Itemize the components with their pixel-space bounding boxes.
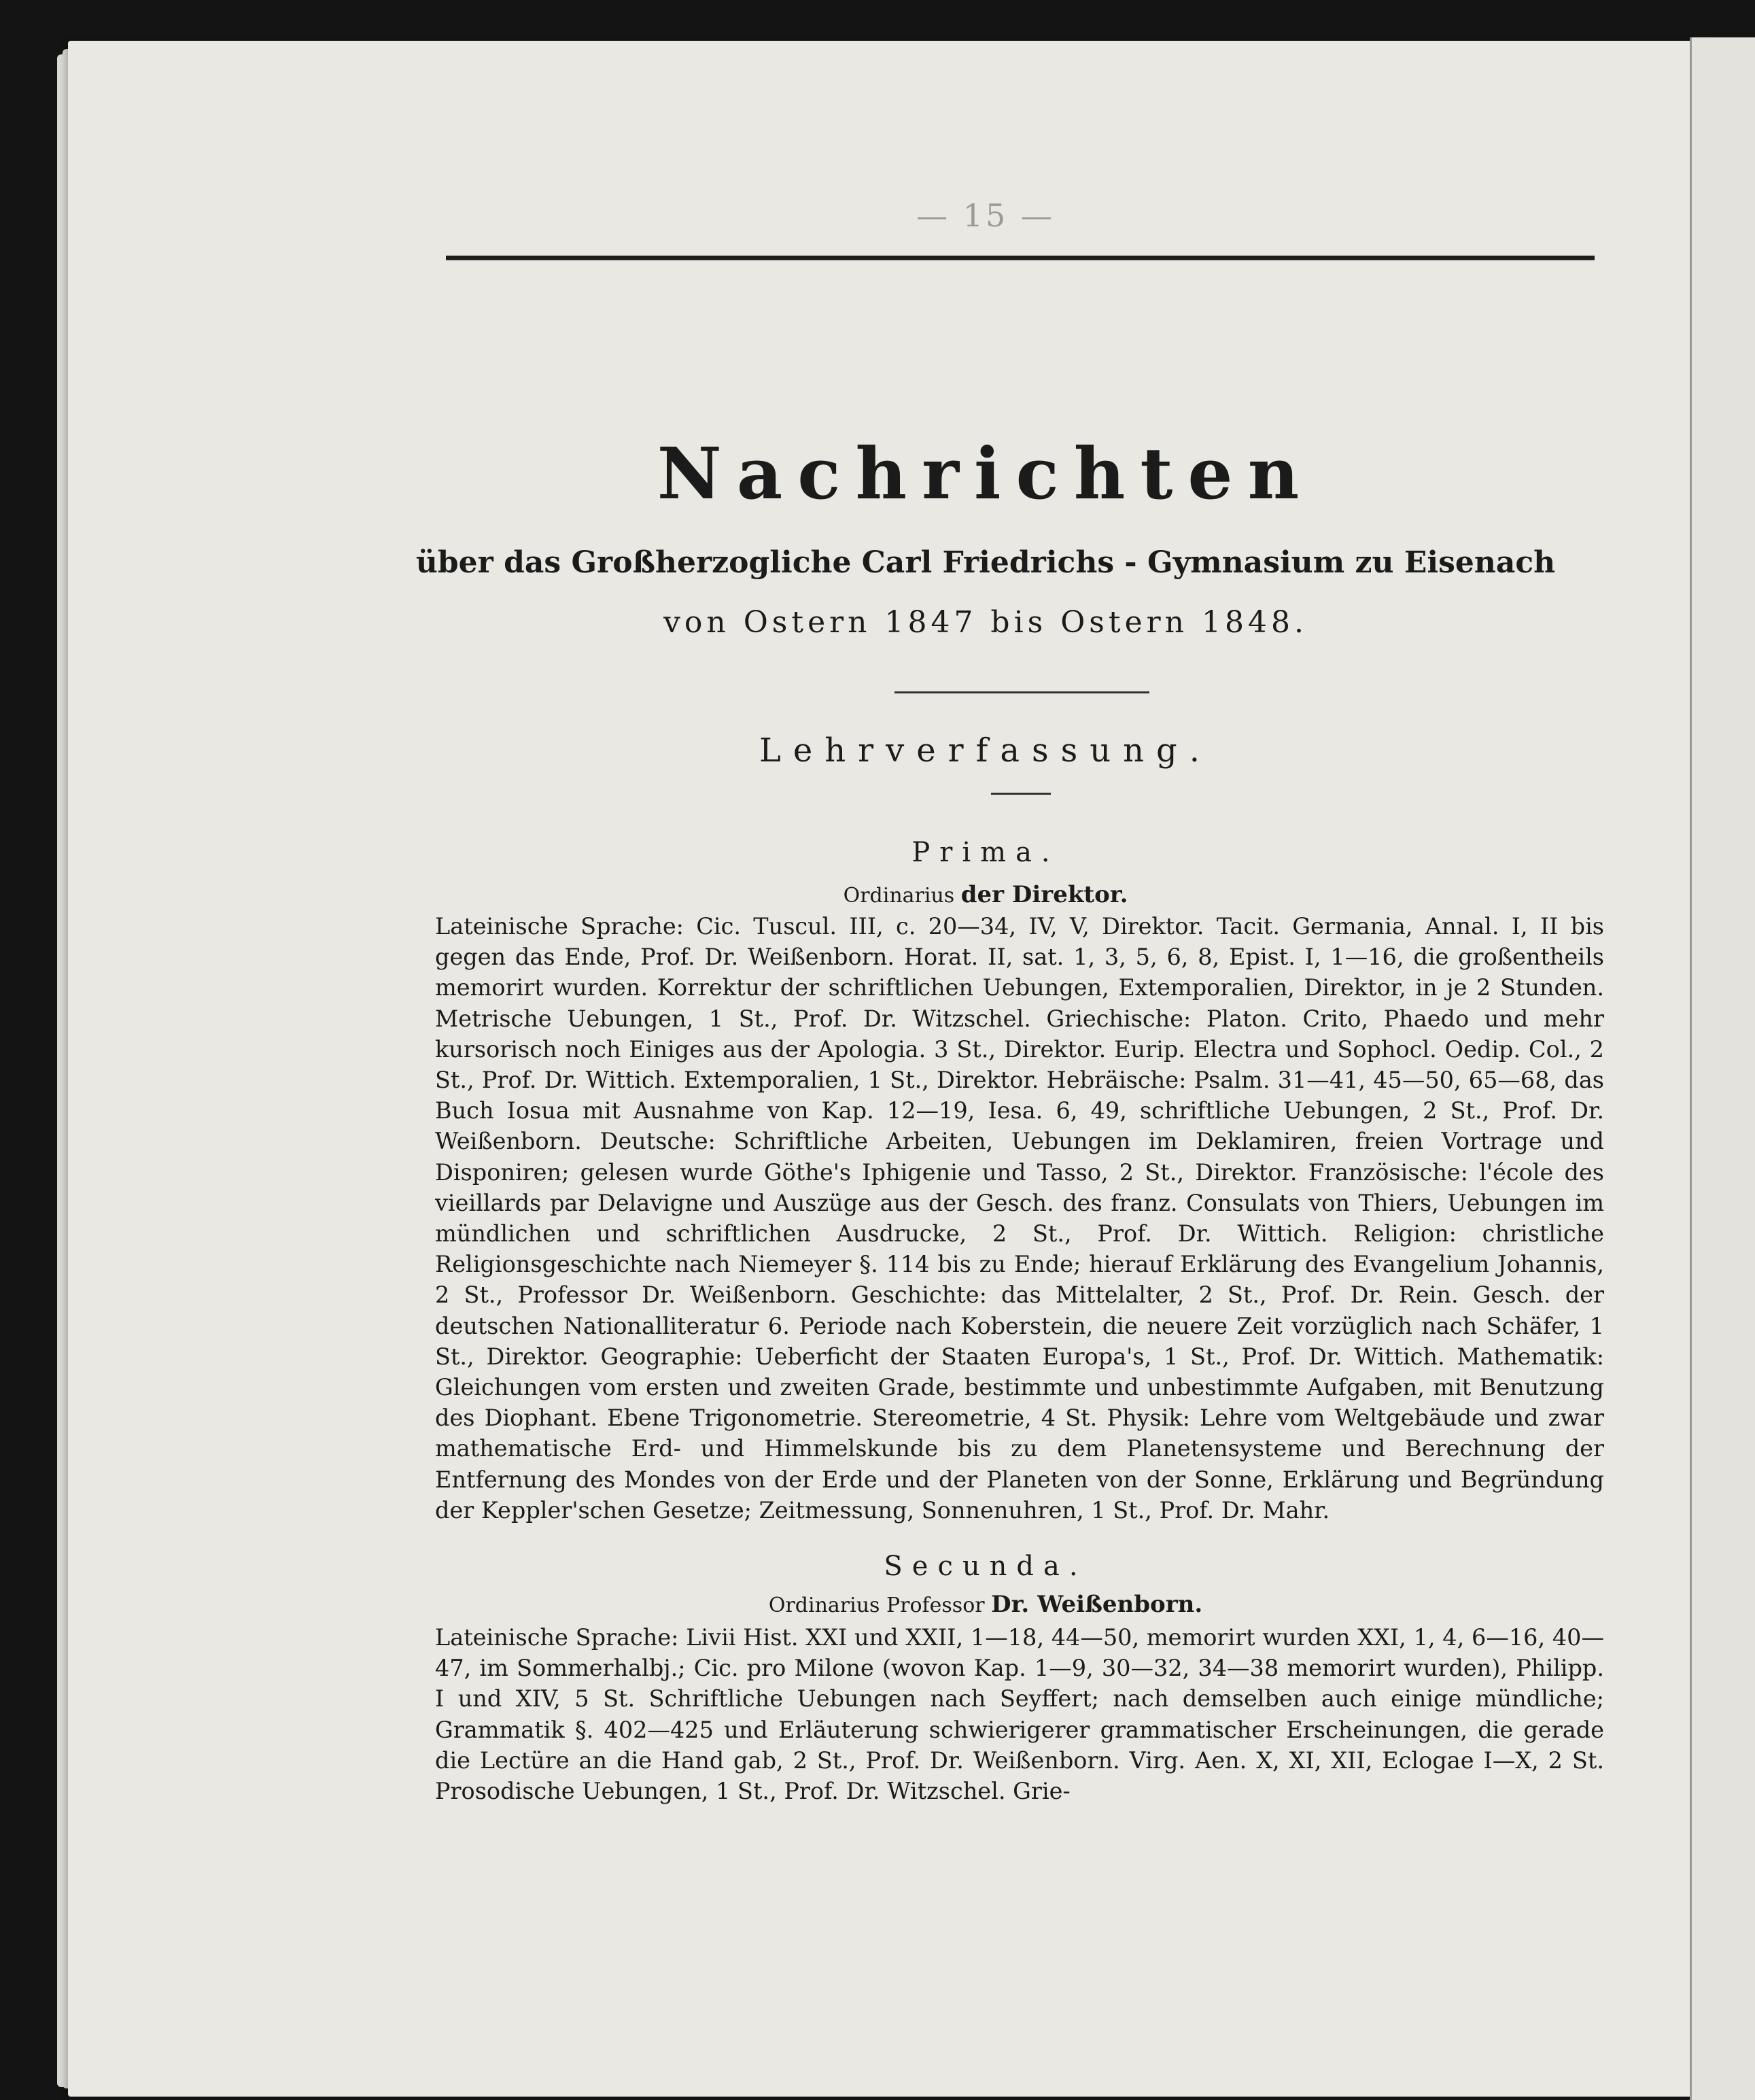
adjacent-page-edge [1690,37,1755,2100]
ordinarius-prefix: Ordinarius Professor [768,1594,985,1617]
page-number: — 15 — [916,197,1055,234]
page-title: Nachrichten [657,432,1315,515]
class-text-secunda: Lateinische Sprache: Livii Hist. XXI und XXII, 1—18, 44—50, memorirt wurden XXI, 1, 4, 6—16, 40—47, im Sommerhalbj.; Cic. pro Milone (wovon Kap. 1—9, 30—32, 34—38 memorirt wurden), Philipp. I und XIV, 5 St. Schriftliche Uebungen nach Seyffert; nach demselben auch einige mündliche; Grammatik §. 402—425 und Erläuterung schwierigerer grammatischer Erscheinungen, die gerade die Lectüre an die Hand gab, 2 St., Prof. Dr. Weißenborn. Virg. Aen. X, XI, XII, Eclogae I—X, 2 St. Prosodische Uebungen, 1 St., Prof. Dr. Witzschel. Grie- [435,1624,1604,1805]
divider-rule [894,691,1149,693]
ordinarius-name: Dr. Weißenborn. [991,1591,1203,1618]
class-ordinarius-prima [367,881,1604,909]
divider-rule-small [991,793,1051,795]
page-subtitle: über das Großherzogliche Carl Friedrichs - Gymnasium zu Eisenach [415,545,1556,580]
page-period: von Ostern 1847 bis Ostern 1848. [663,605,1308,640]
header-rule [446,256,1595,260]
section-heading: Lehrverfassung. [759,731,1213,770]
document-page [68,41,1713,2097]
ordinarius-name: der Direktor. [960,881,1128,908]
page-content [367,197,1604,2073]
ordinarius-prefix: Ordinarius [843,884,955,908]
class-heading-prima: Prima. [911,837,1060,868]
class-ordinarius-secunda [367,1591,1604,1619]
class-text-prima: Lateinische Sprache: Cic. Tuscul. III, c. 20—34, IV, V, Direktor. Tacit. Germania, Annal. I, II bis gegen das Ende, Prof. Dr. Weißenborn. Horat. II, sat. 1, 3, 5, 6, 8, Epist. I, 1—16, die großentheils memorirt wurden. Korrektur der schriftlichen Uebungen, Extemporalien, Direktor, in je 2 Stunden. Metrische Uebungen, 1 St., Prof. Dr. Witzschel. Griechische: Platon. Crito, Phaedo und mehr kursorisch noch Einiges aus der Apologia. 3 St., Direktor. Eurip. Electra und Sophocl. Oedip. Col., 2 St., Prof. Dr. Wittich. Extemporalien, 1 St., Direktor. Hebräische: Psalm. 31—41, 45—50, 65—68, das Buch Iosua mit Ausnahme von Kap. 12—19, Iesa. 6, 49, schriftliche Uebungen, 2 St., Prof. Dr. Weißenborn. Deutsche: Schriftliche Arbeiten, Uebungen im Deklamiren, freien Vortrage und Disponiren; gelesen wurde Göthe's Iphigenie und Tasso, 2 St., Direktor. Französische: l'école des vieillards par Delavigne und Auszüge aus der Gesch. des franz. Consulats von Thiers, Uebungen im mündlichen und schriftlichen Ausdrucke, 2 St., Prof. Dr. Wittich. Religion: christliche Religionsgeschichte nach Niemeyer §. 114 bis zu Ende; hierauf Erklärung des Evangelium Johannis, 2 St., Professor Dr. Weißenborn. Geschichte: das Mittelalter, 2 St., Prof. Dr. Rein. Gesch. der deutschen Nationalliteratur 6. Periode nach Koberstein, die neuere Zeit vorzüglich nach Schäfer, 1 St., Direktor. Geographie: Ueberficht der Staaten Europa's, 1 St., Prof. Dr. Wittich. Mathematik: Gleichungen vom ersten und zweiten Grade, bestimmte und unbestimmte Aufgaben, mit Benutzung des Diophant. Ebene Trigonometrie. Stereometrie, 4 St. Physik: Lehre vom Weltgebäude und zwar mathematische Erd- und Himmelskunde bis zu dem Planetensysteme und Berechnung der Entfernung des Mondes von der Erde und der Planeten von der Sonne, Erklärung und Begründung der Keppler'schen Gesetze; Zeitmessung, Sonnenuhren, 1 St., Prof. Dr. Mahr. [435,913,1604,1524]
class-heading-secunda: Secunda. [884,1551,1088,1582]
